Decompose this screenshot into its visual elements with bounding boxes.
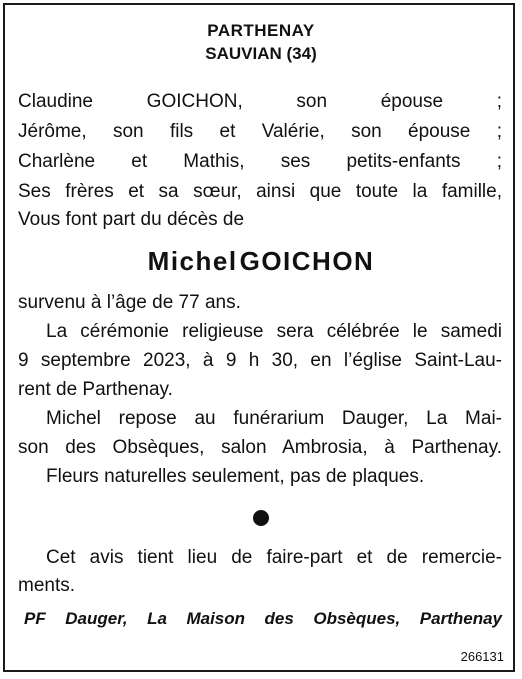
closing-line-end: ments. [18, 575, 76, 596]
body-line-age: survenu à l’âge de 77 ans. [18, 292, 241, 313]
intro-line-son: Jérôme, son fils et Valérie, son épouse ; [18, 121, 502, 142]
deceased-last-name: GOICHON [239, 246, 375, 276]
body-line-date: 9 septembre 2023, à 9 h 30, en l’église Saint-Lau- [18, 350, 502, 371]
intro-line-family: Ses frères et sa sœur, ainsi que toute la famille, [18, 181, 502, 202]
deceased-name [0, 246, 522, 276]
body-line-ceremony: La cérémonie religieuse sera célébrée le samedi [46, 321, 502, 342]
body-line-church: rent de Parthenay. [18, 379, 173, 400]
intro-line-announcement: Vous font part du décès de [18, 209, 245, 230]
intro-line-grandchildren: Charlène et Mathis, ses petits-enfants ; [18, 151, 502, 172]
reference-number: 266131 [460, 649, 504, 664]
header-town: SAUVIAN (34) [205, 44, 317, 63]
closing-line-thanks: Cet avis tient lieu de faire-part et de remercie- [46, 547, 502, 568]
header-city: PARTHENAY [207, 21, 315, 40]
body-line-salon: son des Obsèques, salon Ambrosia, à Parthenay. [18, 437, 502, 458]
deceased-first-name: Michel [147, 246, 238, 276]
separator-bullet [253, 510, 269, 526]
intro-line-spouse: Claudine GOICHON, son épouse ; [18, 91, 502, 112]
body-line-flowers: Fleurs naturelles seulement, pas de plaques. [46, 466, 425, 487]
funeral-home-signature: PF Dauger, La Maison des Obsèques, Parthenay [24, 609, 502, 628]
body-line-funeral-home: Michel repose au funérarium Dauger, La Mai- [46, 408, 502, 429]
